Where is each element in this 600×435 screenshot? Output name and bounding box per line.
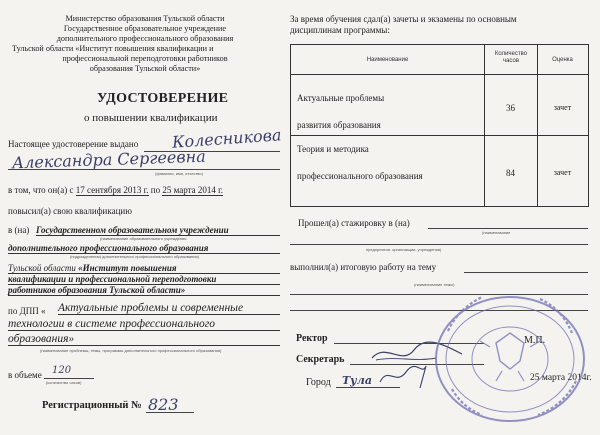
name-caption: (фамилия, имя, отчество) <box>155 171 203 176</box>
issuer-line-6: образования Тульской области» <box>89 64 201 73</box>
intro-line-1: За время обучения сдал(а) зачеты и экзамены по основным <box>290 14 517 24</box>
certificate-subtitle: о повышении квалификации <box>84 112 218 124</box>
reg-value: 823 <box>148 395 179 414</box>
name-handwritten: Александра Сергеевна <box>11 146 207 173</box>
volume-value: 120 <box>52 365 72 376</box>
internship-underline-2 <box>290 244 588 245</box>
final-work-underline-3 <box>290 310 588 311</box>
program-text-1: Актуальные проблемы и современные <box>58 302 280 315</box>
institution-line-2: дополнительного профессионального образования <box>8 243 280 254</box>
city-value: Тула <box>342 374 372 387</box>
disciplines-table <box>290 44 589 207</box>
table-header-grade: Оценка <box>552 57 573 63</box>
certificate-title: УДОСТОВЕРЕНИЕ <box>97 91 229 106</box>
table-col-divider-1 <box>484 45 485 206</box>
issued-to-label: Настоящее удостоверение выдано <box>8 139 139 149</box>
institution-caption-2: (подразделения) дополнительного профессионального образования) <box>70 254 199 259</box>
table-header-divider <box>291 74 588 75</box>
date-from: 17 сентября 2013 г. <box>75 185 149 195</box>
program-text-2: технологии в системе профессионального <box>8 318 280 331</box>
table-cell-name-l2: развития образования <box>297 120 381 130</box>
volume-underline <box>44 378 94 379</box>
table-cell-name-l2: профессионального образования <box>297 171 423 181</box>
period-line <box>8 185 223 195</box>
final-work-underline-1 <box>464 272 588 273</box>
final-work-underline-2 <box>290 294 588 295</box>
table-cell-name-l1: Актуальные проблемы <box>297 93 385 103</box>
table-header-hours: Количество часов <box>494 51 528 64</box>
intro-line-2: дисциплинам программы: <box>290 25 390 35</box>
issuer-line-4: Тульской области «Институт повышения квалификации и <box>12 44 214 53</box>
reg-label: Регистрационный № <box>42 400 142 411</box>
program-prefix: по ДПП « <box>8 306 46 316</box>
table-col-divider-2 <box>537 45 538 206</box>
institution-line-5: работников образования Тульской области» <box>8 285 280 296</box>
table-row-divider <box>291 135 588 136</box>
table-cell-hours: 84 <box>506 168 515 178</box>
internship-caption-1: (наименование <box>482 230 511 235</box>
final-work-caption: (наименование темы) <box>414 282 455 287</box>
institution-prefix: в (на) <box>8 225 30 235</box>
program-text-3: образования» <box>8 333 280 346</box>
surname-handwritten: Колесникова <box>171 125 283 152</box>
table-cell-name-l1: Теория и методика <box>297 144 369 154</box>
institution-line-3 <box>8 263 280 274</box>
secretary-label: Секретарь <box>296 354 345 365</box>
institution-caption-1: (наименование образовательного учреждения <box>100 236 187 241</box>
issuer-line-5: профессиональной переподготовки работников <box>62 54 228 63</box>
institution-line-3b: «Институт повышения <box>78 263 177 273</box>
date-to: 25 марта 2014 г. <box>162 185 224 195</box>
period-mid: по <box>150 185 161 195</box>
table-cell-hours: 36 <box>506 103 515 113</box>
institution-line-3a: Тульской области <box>8 263 76 273</box>
city-label: Город <box>306 377 331 388</box>
internship-label: Прошел(а) стажировку в (на) <box>298 218 410 228</box>
program-caption: (наименование проблемы, темы, программы дополнительного профессионального образования) <box>40 348 222 353</box>
issuer-line-2: Государственное образовательное учреждение <box>63 24 227 33</box>
institution-line-1: Государственном образовательном учреждении <box>36 225 280 236</box>
signature-marks <box>366 336 466 392</box>
final-work-label: выполнил(а) итоговую работу на тему <box>290 262 437 272</box>
issuer-line-3: дополнительного профессионального образования <box>56 34 234 43</box>
issuer-line-1: Министерство образования Тульской области <box>65 14 225 23</box>
improved-label: повысил(а) свою квалификацию <box>8 206 132 216</box>
volume-label: в объеме <box>8 370 42 380</box>
period-prefix: в том, что он(а) с <box>8 185 74 195</box>
table-cell-grade: зачет <box>553 103 572 112</box>
table-cell-grade: зачет <box>553 168 572 177</box>
program-line-1 <box>8 306 45 316</box>
mp-label: М.П. <box>524 335 546 346</box>
institution-line-4: квалификации и профессиональной переподготовки <box>8 274 280 285</box>
issue-date: 25 марта 2014г. <box>530 373 592 383</box>
internship-caption-2: предприятия, организации, учреждения) <box>366 247 442 252</box>
internship-underline-1 <box>428 228 588 229</box>
table-header-name: Наименование <box>366 57 409 63</box>
rector-label: Ректор <box>296 333 328 344</box>
volume-caption: (количество часов) <box>46 380 82 385</box>
